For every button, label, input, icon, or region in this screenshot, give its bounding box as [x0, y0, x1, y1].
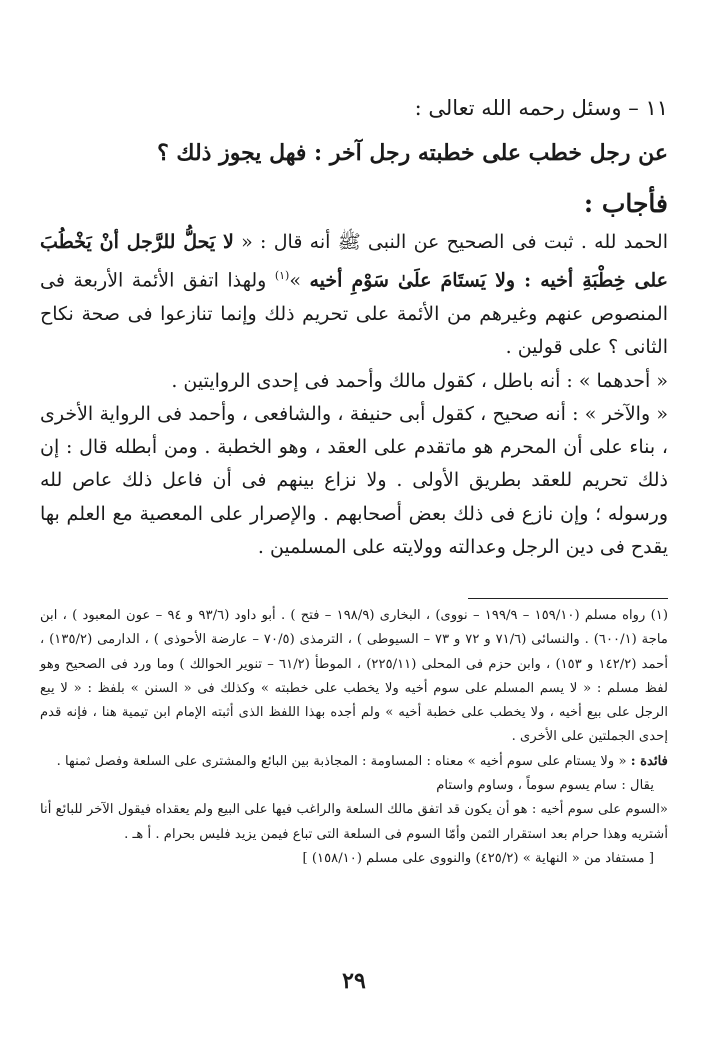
question-number-line: ١١ – وسئل رحمه الله تعالى :: [414, 96, 668, 120]
footnotes: [40, 604, 668, 871]
paragraph-3: « والآخر » : أنه صحيح ، كقول أبى حنيفة ، والشافعى ، وأحمد فى الرواية الأخرى ، بناء على أن المحرم هو ماتقدم على العقد ، وهو الخطبة . ومن أبطله قال : إن ذلك تحريم للعقد بطريق الأولى . ولا نزاع بينهم فى أن فاعل ذلك عاص لله ورسوله ؛ وإن نازع فى ذلك بعض أصحابهم . والإصرار على المعصية مع العلم بها يقدح فى دين الرجل وعدالته وولايته على المسلمين .: [40, 402, 668, 558]
faida-note: [40, 750, 668, 774]
faida-text: « ولا يستام على سوم أخيه » معناه : المساومة : المجاذبة بين البائع والمشترى على السلعة وفصل ثمنها .: [56, 753, 631, 769]
bracket-open: [: [648, 850, 654, 866]
paragraph-1-intro: الحمد لله . ثبت فى الصحيح عن النبى ﷺ أنه قال : «: [233, 231, 668, 253]
page-number: ٢٩: [342, 968, 366, 994]
sawm-note: «السوم على سوم أخيه : هو أن يكون قد اتفق مالك السلعة والراغب فيها على البيع ولم يعقداه فيقول الآخر للبائع أنا أشتريه وهذا حرام بعد استقرار الثمن وأمّا السوم فى السلعة التى تباع فيمن يزيد فليس بحرام . أ هـ .: [40, 802, 668, 842]
faida-label: فائدة :: [630, 753, 668, 769]
hadith-quote: لا يَحلُّ للرَّجل أنْ يَخْطُبَ على خِطْبَةِ أخيه : ولا يَستَامَ علَىٰ سَوْمِ أخيه: [40, 231, 669, 292]
paragraph-2: « أحدهما » : أنه باطل ، كقول مالك وأحمد فى إحدى الروايتين .: [171, 369, 668, 392]
yuqal-note: يقال : سام يسوم سوماً ، وساوم واستام: [436, 778, 654, 794]
answer-body: [40, 226, 668, 564]
footnote-1: (١) رواه مسلم (١٥٩/١٠ – ١٩٩/٩ – نووى) ، البخارى (١٩٨/٩ – فتح ) . أبو داود (٩٣/٦ و ٩٤ – عون المعبود ) ، ابن ماجة (٦٠٠/١) . والنسائى (٧١/٦ و ٧٢ و ٧٣ – السيوطى ) ، الترمذى (٧٠/٥ – عارضة الأحوذى ) ، الدارمى (١٣٥/٢) ، أحمد (١٤٢/٢ و ١٥٣) ، وابن حزم فى المحلى (٢٢٥/١١) ، الموطأ (٦١/٢ – تنوير الحوالك ) وما ورد فى الصحيح وهو لفظ مسلم : « لا يسم المسلم على سوم أخيه ولا يخطب على خطبته » وكذلك فى « السنن » بلفظ : « لا يبع الرجل على بيع أخيه ، ولا يخطب على خطبة أخيه » ولم أجده بهذا اللفظ الذى أثبته الإمام ابن تيمية هنا ، فإنه قدم إحدى الجملتين على الأخرى .: [40, 608, 669, 745]
paragraph-1-rest: ولهذا اتفق الأئمة الأربعة فى المنصوص عنهم وغيرهم من الأئمة على تحريم ذلك وإنما تنازعوا فى صحة نكاح الثانى ؟ على قولين .: [40, 269, 668, 359]
source-note: [40, 847, 668, 871]
paragraph-1: [40, 226, 668, 365]
source-text: مستفاد من « النهاية » (٤٢٥/٢) والنووى على مسلم (١٥٨/١٠): [311, 850, 645, 866]
question-text: عن رجل خطب على خطبته رجل آخر : فهل يجوز ذلك ؟: [157, 140, 668, 166]
answer-heading: فأجاب :: [583, 189, 668, 218]
footnote-ref[interactable]: (١): [274, 269, 290, 283]
footnote-separator: [468, 598, 668, 599]
quote-close: »: [289, 269, 310, 292]
bracket-close: ]: [302, 850, 308, 866]
